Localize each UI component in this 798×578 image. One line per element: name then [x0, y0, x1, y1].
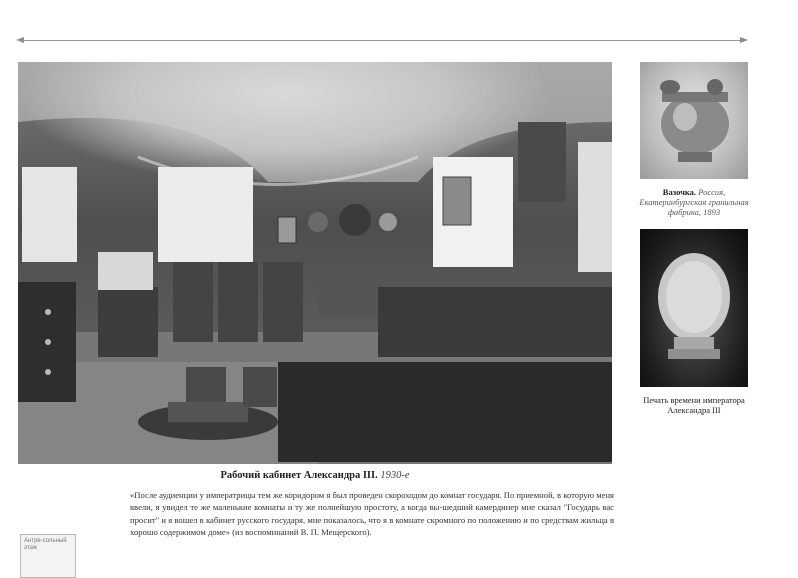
vase-image [640, 62, 748, 179]
corner-label: Антре-сольный этаж [24, 538, 67, 551]
main-caption-date: 1930-е [380, 470, 410, 481]
vase-photo [640, 62, 748, 179]
seal-photo [640, 229, 748, 387]
study-photo-scene [18, 62, 612, 464]
seal-image [640, 229, 748, 387]
memoir-quote: «После аудиенции у императрицы тем же коридором я был проведен скороходом до комнат государя. По приемной, в которую меня ввели, я увидел те же маленькие комнаты и ту же полнейшую простоту, а когда вы-шедший камердинер мне сказал "Государь вас просит" и я вошел в кабинет русского государя, мне показалось, что я в комнате скромного по положению и по средствам жильца в хорошо содержимом доме» (из воспоминаний В. П. Мещерского). [130, 490, 614, 538]
seal-caption [634, 395, 754, 415]
main-caption-title: Рабочий кабинет Александра III. [220, 470, 378, 481]
rule-right-arrow [740, 37, 748, 43]
seal-caption-text: Печать времени императора Александра III [643, 395, 745, 416]
top-rule [18, 40, 746, 41]
vase-caption-title: Вазочка. [662, 187, 697, 197]
study-photo [18, 62, 612, 464]
main-photo-caption [0, 470, 630, 481]
vase-caption-desc: Россия, Екатеринбургская гранильная фабрика, 1893 [639, 187, 749, 218]
vase-caption [634, 187, 754, 218]
